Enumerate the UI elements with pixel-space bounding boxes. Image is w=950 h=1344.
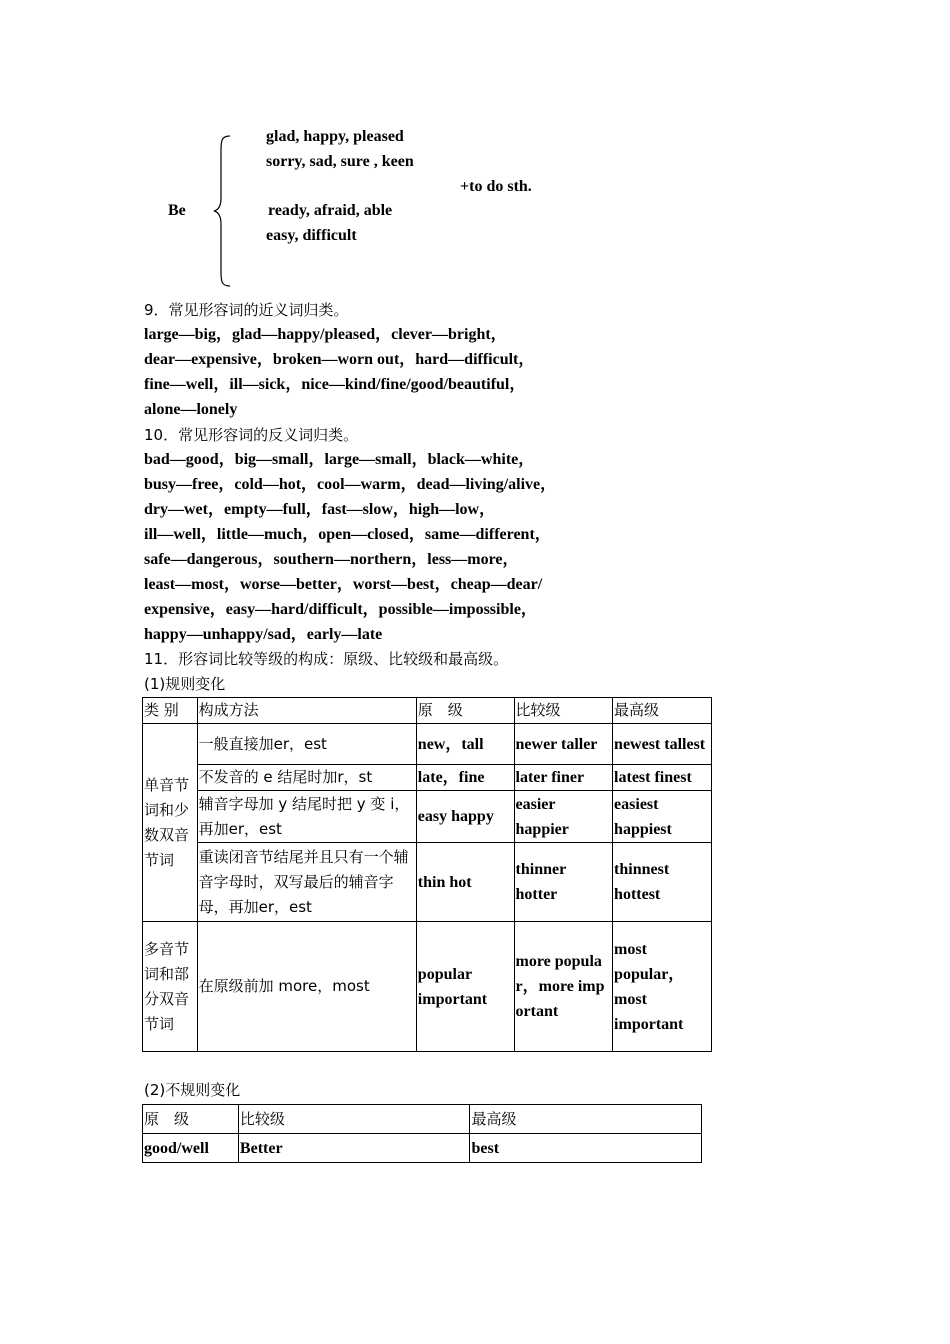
antonym-line: bad—good，big—small，large—small，black—white， [144, 451, 535, 468]
comparative-cell: thinner hotter [514, 843, 613, 922]
superlative-cell: newest tallest [613, 724, 712, 765]
regular-change-subheading: (1)规则变化 [144, 675, 226, 693]
method-cell: 在原级前加 more，most [198, 977, 370, 995]
table-header-row [143, 698, 712, 724]
antonym-line: expensive，easy—hard/difficult，possible—impossible， [144, 601, 537, 618]
header-superlative: 最高级 [614, 701, 660, 719]
synonym-line: large—big，glad—happy/pleased，clever—bright， [144, 326, 507, 343]
be-adjectives-row2: sorry, sad, sure , keen [266, 153, 414, 170]
comparative-cell: easier happier [514, 791, 613, 843]
antonym-line: safe—dangerous，southern—northern，less—more， [144, 551, 519, 568]
table-row [143, 843, 712, 922]
base-cell: good/well [143, 1134, 239, 1163]
antonym-line: dry—wet，empty—full，fast—slow，high—low， [144, 501, 496, 518]
base-cell: new，tall [416, 724, 514, 765]
synonym-line: fine—well，ill—sick，nice—kind/fine/good/beautiful， [144, 376, 526, 393]
be-adjectives-row1: glad, happy, pleased [266, 128, 404, 145]
be-label: Be [168, 202, 186, 219]
be-adjectives-row4: easy, difficult [266, 227, 357, 244]
superlative-cell: latest finest [613, 765, 712, 791]
left-brace-icon [212, 134, 234, 288]
to-do-sth-label: +to do sth. [460, 178, 532, 195]
superlative-cell: thinnest hottest [613, 843, 712, 922]
table-row [143, 922, 712, 1052]
table-row [143, 791, 712, 843]
superlative-cell: best [470, 1134, 702, 1163]
table-header-row [143, 1105, 702, 1134]
base-cell: easy happy [416, 791, 514, 843]
table-row [143, 724, 712, 765]
header-comparative: 比较级 [515, 701, 561, 719]
header-method: 构成方法 [198, 701, 259, 719]
method-cell: 不发音的 e 结尾时加r，st [198, 768, 373, 786]
comparative-cell: more popular，more important [514, 922, 613, 1052]
base-cell: thin hot [416, 843, 514, 922]
antonym-line: least—most，worse—better，worst—best，cheap—dear/ [144, 576, 543, 593]
section-9-heading: 9．常见形容词的近义词归类。 [144, 301, 349, 319]
method-cell: 重读闭音节结尾并且只有一个辅音字母时，双写最后的辅音字母，再加er，est [198, 847, 409, 916]
synonym-line: alone—lonely [144, 401, 238, 418]
synonym-line: dear—expensive，broken—worn out，hard—difficult， [144, 351, 535, 368]
be-adjectives-row3: ready, afraid, able [268, 202, 393, 219]
category-multi-syllable: 多音节词和部分双音节词 [144, 939, 190, 1033]
comparative-cell: later finer [514, 765, 613, 791]
header-base: 原 级 [144, 1109, 190, 1128]
comparative-cell: Better [238, 1134, 470, 1163]
method-cell: 一般直接加er，est [198, 734, 327, 753]
superlative-cell: most popular，most important [613, 922, 712, 1052]
antonym-line: happy—unhappy/sad，early—late [144, 626, 383, 643]
superlative-cell: easiest happiest [613, 791, 712, 843]
header-category: 类 别 [144, 701, 179, 719]
header-comparative: 比较级 [239, 1109, 285, 1128]
comparative-cell: newer taller [514, 724, 613, 765]
category-single-syllable: 单音节词和少数双音节词 [144, 775, 190, 869]
regular-comparison-table [142, 697, 712, 1052]
header-base: 原 级 [417, 701, 463, 719]
antonym-line: ill—well，little—much，open—closed，same—different， [144, 526, 551, 543]
section-11-heading: 11．形容词比较等级的构成：原级、比较级和最高级。 [144, 650, 509, 668]
header-superlative: 最高级 [471, 1109, 517, 1128]
base-cell: late，fine [416, 765, 514, 791]
section-10-heading: 10．常见形容词的反义词归类。 [144, 426, 359, 444]
irregular-change-subheading: (2)不规则变化 [144, 1081, 241, 1099]
table-row [143, 1134, 702, 1163]
base-cell: popular important [416, 922, 514, 1052]
table-row [143, 765, 712, 791]
irregular-comparison-table [142, 1104, 702, 1163]
method-cell: 辅音字母加 y 结尾时把 y 变 i，再加er，est [198, 794, 410, 838]
antonym-line: busy—free，cold—hot，cool—warm，dead—living/alive， [144, 476, 557, 493]
